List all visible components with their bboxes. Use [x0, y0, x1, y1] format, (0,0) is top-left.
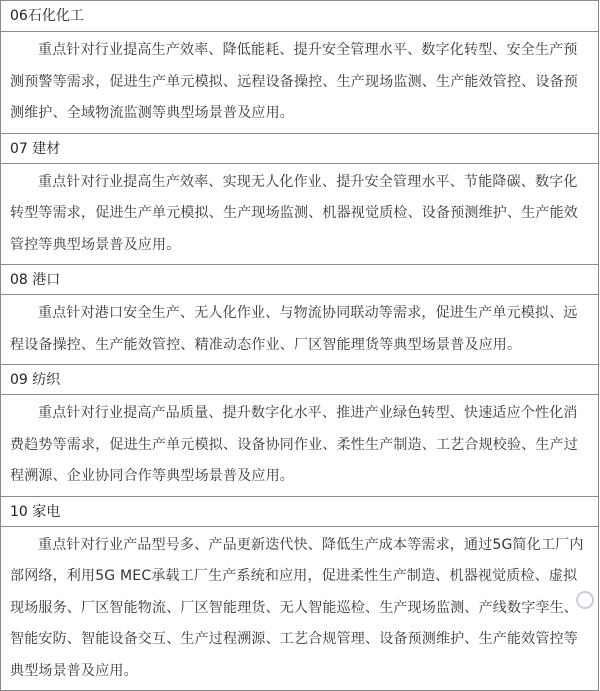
watermark	[576, 591, 594, 609]
section-body-row	[1, 295, 599, 365]
section-body-row	[1, 163, 599, 265]
section-heading-row	[1, 496, 599, 526]
watermark-logo-icon	[576, 591, 594, 609]
section-body-row	[1, 526, 599, 691]
section-heading-row	[1, 365, 599, 395]
section-heading-row	[1, 265, 599, 295]
section-heading-row	[1, 1, 599, 32]
section-body: 重点针对港口安全生产、无人化作业、与物流协同联动等需求，促进生产单元模拟、远程设备操控、生产能效管控、精准动态作业、厂区智能理货等典型场景普及应用。	[1, 295, 599, 365]
section-heading: 08 港口	[1, 265, 599, 295]
section-body: 重点针对行业产品型号多、产品更新迭代快、降低生产成本等需求，通过5G简化工厂内部网络，利用5G MEC承载工厂生产系统和应用，促进柔性生产制造、机器视觉质检、虚拟现场服务、厂区智能物流、厂区智能理货、无人智能巡检、生产现场监测、产线数字孪生、智能安防、智能设备交互、生产过程溯源、工艺合规管理、设备预测维护、生产能效管控等典型场景普及应用。	[1, 526, 599, 691]
section-body-row	[1, 395, 599, 497]
section-heading-row	[1, 133, 599, 163]
section-body: 重点针对行业提高生产效率、降低能耗、提升安全管理水平、数字化转型、安全生产预测预警等需求，促进生产单元模拟、远程设备操控、生产现场监测、生产能效管控、设备预测维护、全域物流监测等典型场景普及应用。	[1, 32, 599, 134]
section-heading: 06石化化工	[1, 1, 599, 32]
section-body: 重点针对行业提高产品质量、提升数字化水平、推进产业绿色转型、快速适应个性化消费趋势等需求，促进生产单元模拟、设备协同作业、柔性生产制造、工艺合规校验、生产过程溯源、企业协同合作等典型场景普及应用。	[1, 395, 599, 497]
section-body-row	[1, 32, 599, 134]
section-body: 重点针对行业提高生产效率、实现无人化作业、提升安全管理水平、节能降碳、数字化转型等需求，促进生产单元模拟、生产现场监测、机器视觉质检、设备预测维护、生产能效管控等典型场景普及应用。	[1, 163, 599, 265]
section-heading: 10 家电	[1, 496, 599, 526]
section-heading: 07 建材	[1, 133, 599, 163]
section-heading: 09 纺织	[1, 365, 599, 395]
